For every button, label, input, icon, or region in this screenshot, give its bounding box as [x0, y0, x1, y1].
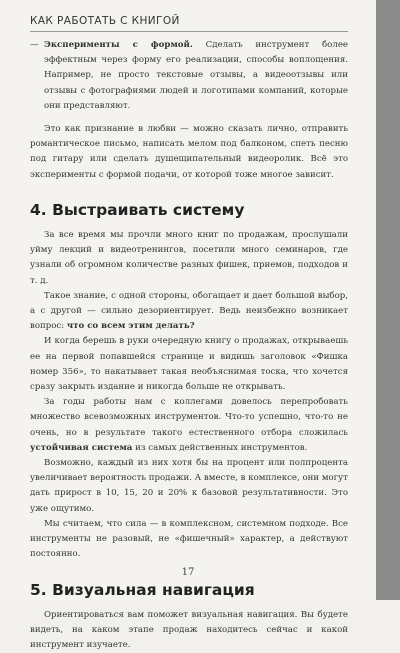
list-item	[30, 38, 348, 114]
list-item-text: Сделать инструмент более эффектным через форму его реализации, способы воплощения. Например, не просто текстовые отзывы, а видеоотзывы или отзывы с фотографиями людей и логотипами компаний, которые они представляют.	[44, 40, 348, 111]
paragraph-text: Такое знание, с одной стороны, обогащает и дает большой выбор, а с другой — сильно дезориентирует. Ведь неизбежно возникает вопрос:	[30, 290, 348, 332]
list-dash: —	[30, 40, 39, 50]
section-heading-5: 5. Визуальная навигация	[30, 580, 255, 599]
paragraph: И когда берешь в руки очередную книгу о продажах, открываешь ее на первой попавшейся странице и видишь заголовок «Фишка номер 356», то накатывает такая необъяснимая тоска, что хочется сразу закрыть издание и никогда больше не открывать.	[30, 336, 348, 393]
running-header: КАК РАБОТАТЬ С КНИГОЙ	[30, 15, 180, 27]
paragraph-bold: устойчивая система	[30, 442, 133, 453]
page-number: 17	[181, 567, 195, 578]
paragraph: Возможно, каждый из них хотя бы на процент или полпроцента увеличивает вероятность продажи. А вместе, в комплексе, они могут дать прирост в 10, 15, 20 и 20% к базовой результативности. Это уже ощутимо.	[30, 458, 348, 514]
header-rule	[30, 31, 348, 32]
paragraph	[30, 289, 348, 335]
paragraph-text: из самых действенных инструментов.	[132, 442, 308, 453]
paragraph: Мы считаем, что сила — в комплексном, системном подходе. Все инструменты не разовый, не «фишечный» характер, а действуют постоянно.	[30, 518, 348, 560]
paragraph: Ориентироваться вам поможет визуальная навигация. Вы будете видеть, на каком этапе продаж находитесь сейчас и какой инструмент изучаете.	[30, 609, 348, 651]
paragraph	[30, 395, 348, 456]
list-item-bold: Эксперименты с формой.	[44, 40, 193, 50]
book-spine	[376, 0, 400, 600]
paragraph-text: За годы работы нам с коллегами довелось перепробовать множество всевозможных инструментов. Что-то успешно, что-то не очень, но в результате такого естественного отбора сложилась	[30, 397, 348, 438]
paragraph-bold: что со всем этим делать?	[66, 321, 195, 332]
paragraph: Это как признание в любви — можно сказать лично, отправить романтическое письмо, написать мелом под балконом, спеть песню под гитару или сделать душещипательный видеоролик. Всё это эксперименты с формой подачи, от которой тоже многое зависит.	[30, 124, 348, 180]
page-body	[30, 38, 348, 653]
section-heading-4: 4. Выстраивать систему	[30, 200, 245, 219]
paragraph: За все время мы прочли много книг по продажам, прослушали уйму лекций и видеотренингов, посетили много семинаров, где узнали об огромном количестве разных фишек, приемов, подходов и т. д.	[30, 230, 348, 286]
